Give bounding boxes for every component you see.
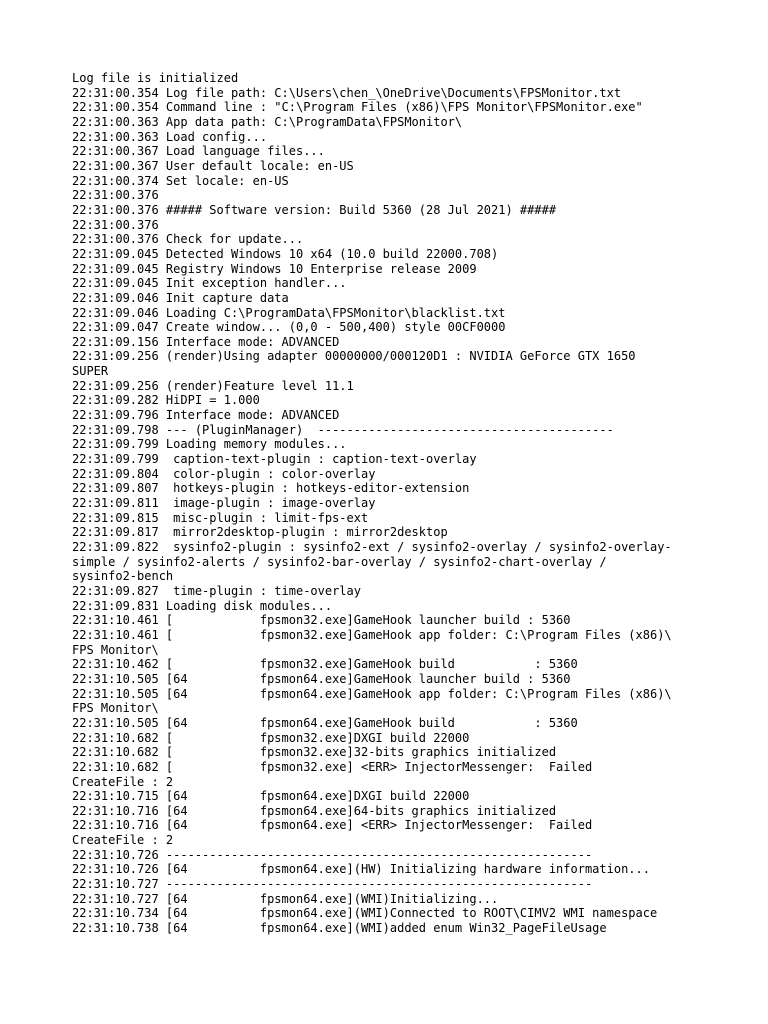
log-line: CreateFile : 2 xyxy=(72,833,174,848)
log-line: 22:31:09.282 HiDPI = 1.000 xyxy=(72,393,260,408)
log-line: 22:31:09.831 Loading disk modules... xyxy=(72,598,333,613)
log-line: Log file is initialized xyxy=(72,71,239,85)
log-line: 22:31:10.734 [64 fpsmon64.exe](WMI)Connected to ROOT\CIMV2 WMI namespace xyxy=(72,906,658,921)
log-line: CreateFile : 2 xyxy=(72,774,174,789)
log-line: 22:31:09.047 Create window... (0,0 - 500,400) style 00CF0000 xyxy=(72,320,506,335)
log-line: 22:31:09.804 color-plugin : color-overlay xyxy=(72,466,376,481)
log-line: 22:31:09.256 (render)Feature level 11.1 xyxy=(72,378,354,393)
log-line: 22:31:00.376 xyxy=(72,188,159,203)
log-line: sysinfo2-bench xyxy=(72,569,174,584)
log-line: 22:31:10.727 ----------------------------------------------------------- xyxy=(72,877,593,892)
log-line: 22:31:09.799 Loading memory modules... xyxy=(72,437,347,452)
log-line: 22:31:00.367 User default locale: en-US xyxy=(72,158,354,173)
log-line: 22:31:10.682 [ fpsmon32.exe]32-bits graphics initialized xyxy=(72,745,557,760)
log-line: 22:31:09.045 Init exception handler... xyxy=(72,276,347,291)
log-document xyxy=(72,71,712,936)
log-line: 22:31:00.374 Set locale: en-US xyxy=(72,173,289,188)
log-line: 22:31:00.363 App data path: C:\ProgramData\FPSMonitor\ xyxy=(72,114,463,129)
log-line: 22:31:09.807 hotkeys-plugin : hotkeys-editor-extension xyxy=(72,481,470,496)
log-line: 22:31:09.815 misc-plugin : limit-fps-ext xyxy=(72,510,369,525)
log-line: 22:31:10.727 [64 fpsmon64.exe](WMI)Initializing... xyxy=(72,891,499,906)
log-line: 22:31:10.726 ----------------------------------------------------------- xyxy=(72,847,593,862)
log-line: 22:31:00.354 Command line : "C:\Program Files (x86)\FPS Monitor\FPSMonitor.exe" xyxy=(72,100,643,115)
log-line: 22:31:10.505 [64 fpsmon64.exe]GameHook build : 5360 xyxy=(72,715,578,730)
log-line: 22:31:00.363 Load config... xyxy=(72,129,268,144)
log-line: 22:31:09.811 image-plugin : image-overlay xyxy=(72,496,376,511)
log-line: 22:31:10.682 [ fpsmon32.exe]DXGI build 22000 xyxy=(72,730,470,745)
log-line: 22:31:09.822 sysinfo2-plugin : sysinfo2-ext / sysinfo2-overlay / sysinfo2-overlay- xyxy=(72,540,672,554)
log-line: 22:31:09.045 Registry Windows 10 Enterprise release 2009 xyxy=(72,261,477,276)
log-lines xyxy=(72,71,712,936)
log-line: SUPER xyxy=(72,364,109,379)
log-line: 22:31:10.715 [64 fpsmon64.exe]DXGI build 22000 xyxy=(72,789,470,804)
log-line: 22:31:09.046 Loading C:\ProgramData\FPSMonitor\blacklist.txt xyxy=(72,305,506,320)
log-line: 22:31:00.367 Load language files... xyxy=(72,144,325,159)
log-line: 22:31:10.505 [64 fpsmon64.exe]GameHook launcher build : 5360 xyxy=(72,671,571,686)
log-line: 22:31:09.156 Interface mode: ADVANCED xyxy=(72,334,340,349)
log-line: 22:31:00.354 Log file path: C:\Users\chen_\OneDrive\Documents\FPSMonitor.txt xyxy=(72,85,622,100)
log-line: 22:31:00.376 ##### Software version: Build 5360 (28 Jul 2021) ##### xyxy=(72,202,557,217)
log-line: 22:31:10.461 [ fpsmon32.exe]GameHook launcher build : 5360 xyxy=(72,613,571,628)
log-line: FPS Monitor\ xyxy=(72,642,159,657)
log-line: 22:31:10.461 [ fpsmon32.exe]GameHook app folder: C:\Program Files (x86)\ xyxy=(72,627,672,642)
log-line: 22:31:09.827 time-plugin : time-overlay xyxy=(72,583,361,598)
log-line: 22:31:10.716 [64 fpsmon64.exe]64-bits graphics initialized xyxy=(72,803,557,818)
log-line: 22:31:09.256 (render)Using adapter 00000000/000120D1 : NVIDIA GeForce GTX 1650 xyxy=(72,349,636,364)
log-line: 22:31:10.738 [64 fpsmon64.exe](WMI)added enum Win32_PageFileUsage xyxy=(72,921,607,936)
log-line: 22:31:09.817 mirror2desktop-plugin : mirror2desktop xyxy=(72,525,448,540)
log-line: 22:31:09.796 Interface mode: ADVANCED xyxy=(72,408,340,423)
log-line: 22:31:09.798 --- (PluginManager) ----------------------------------------- xyxy=(72,422,614,437)
log-line: 22:31:09.045 Detected Windows 10 x64 (10.0 build 22000.708) xyxy=(72,246,499,261)
log-line: 22:31:00.376 xyxy=(72,217,159,232)
log-line: 22:31:10.505 [64 fpsmon64.exe]GameHook app folder: C:\Program Files (x86)\ xyxy=(72,686,672,701)
log-line: 22:31:10.462 [ fpsmon32.exe]GameHook build : 5360 xyxy=(72,657,578,672)
log-line: 22:31:09.046 Init capture data xyxy=(72,290,289,305)
log-line: 22:31:09.799 caption-text-plugin : caption-text-overlay xyxy=(72,452,477,467)
log-line: 22:31:10.716 [64 fpsmon64.exe] <ERR> InjectorMessenger: Failed xyxy=(72,818,593,833)
log-line: FPS Monitor\ xyxy=(72,701,159,716)
log-line: 22:31:00.376 Check for update... xyxy=(72,232,304,247)
log-line: 22:31:10.726 [64 fpsmon64.exe](HW) Initializing hardware information... xyxy=(72,862,650,877)
log-line: 22:31:10.682 [ fpsmon32.exe] <ERR> InjectorMessenger: Failed xyxy=(72,759,593,774)
log-line: simple / sysinfo2-alerts / sysinfo2-bar-overlay / sysinfo2-chart-overlay / xyxy=(72,554,607,569)
